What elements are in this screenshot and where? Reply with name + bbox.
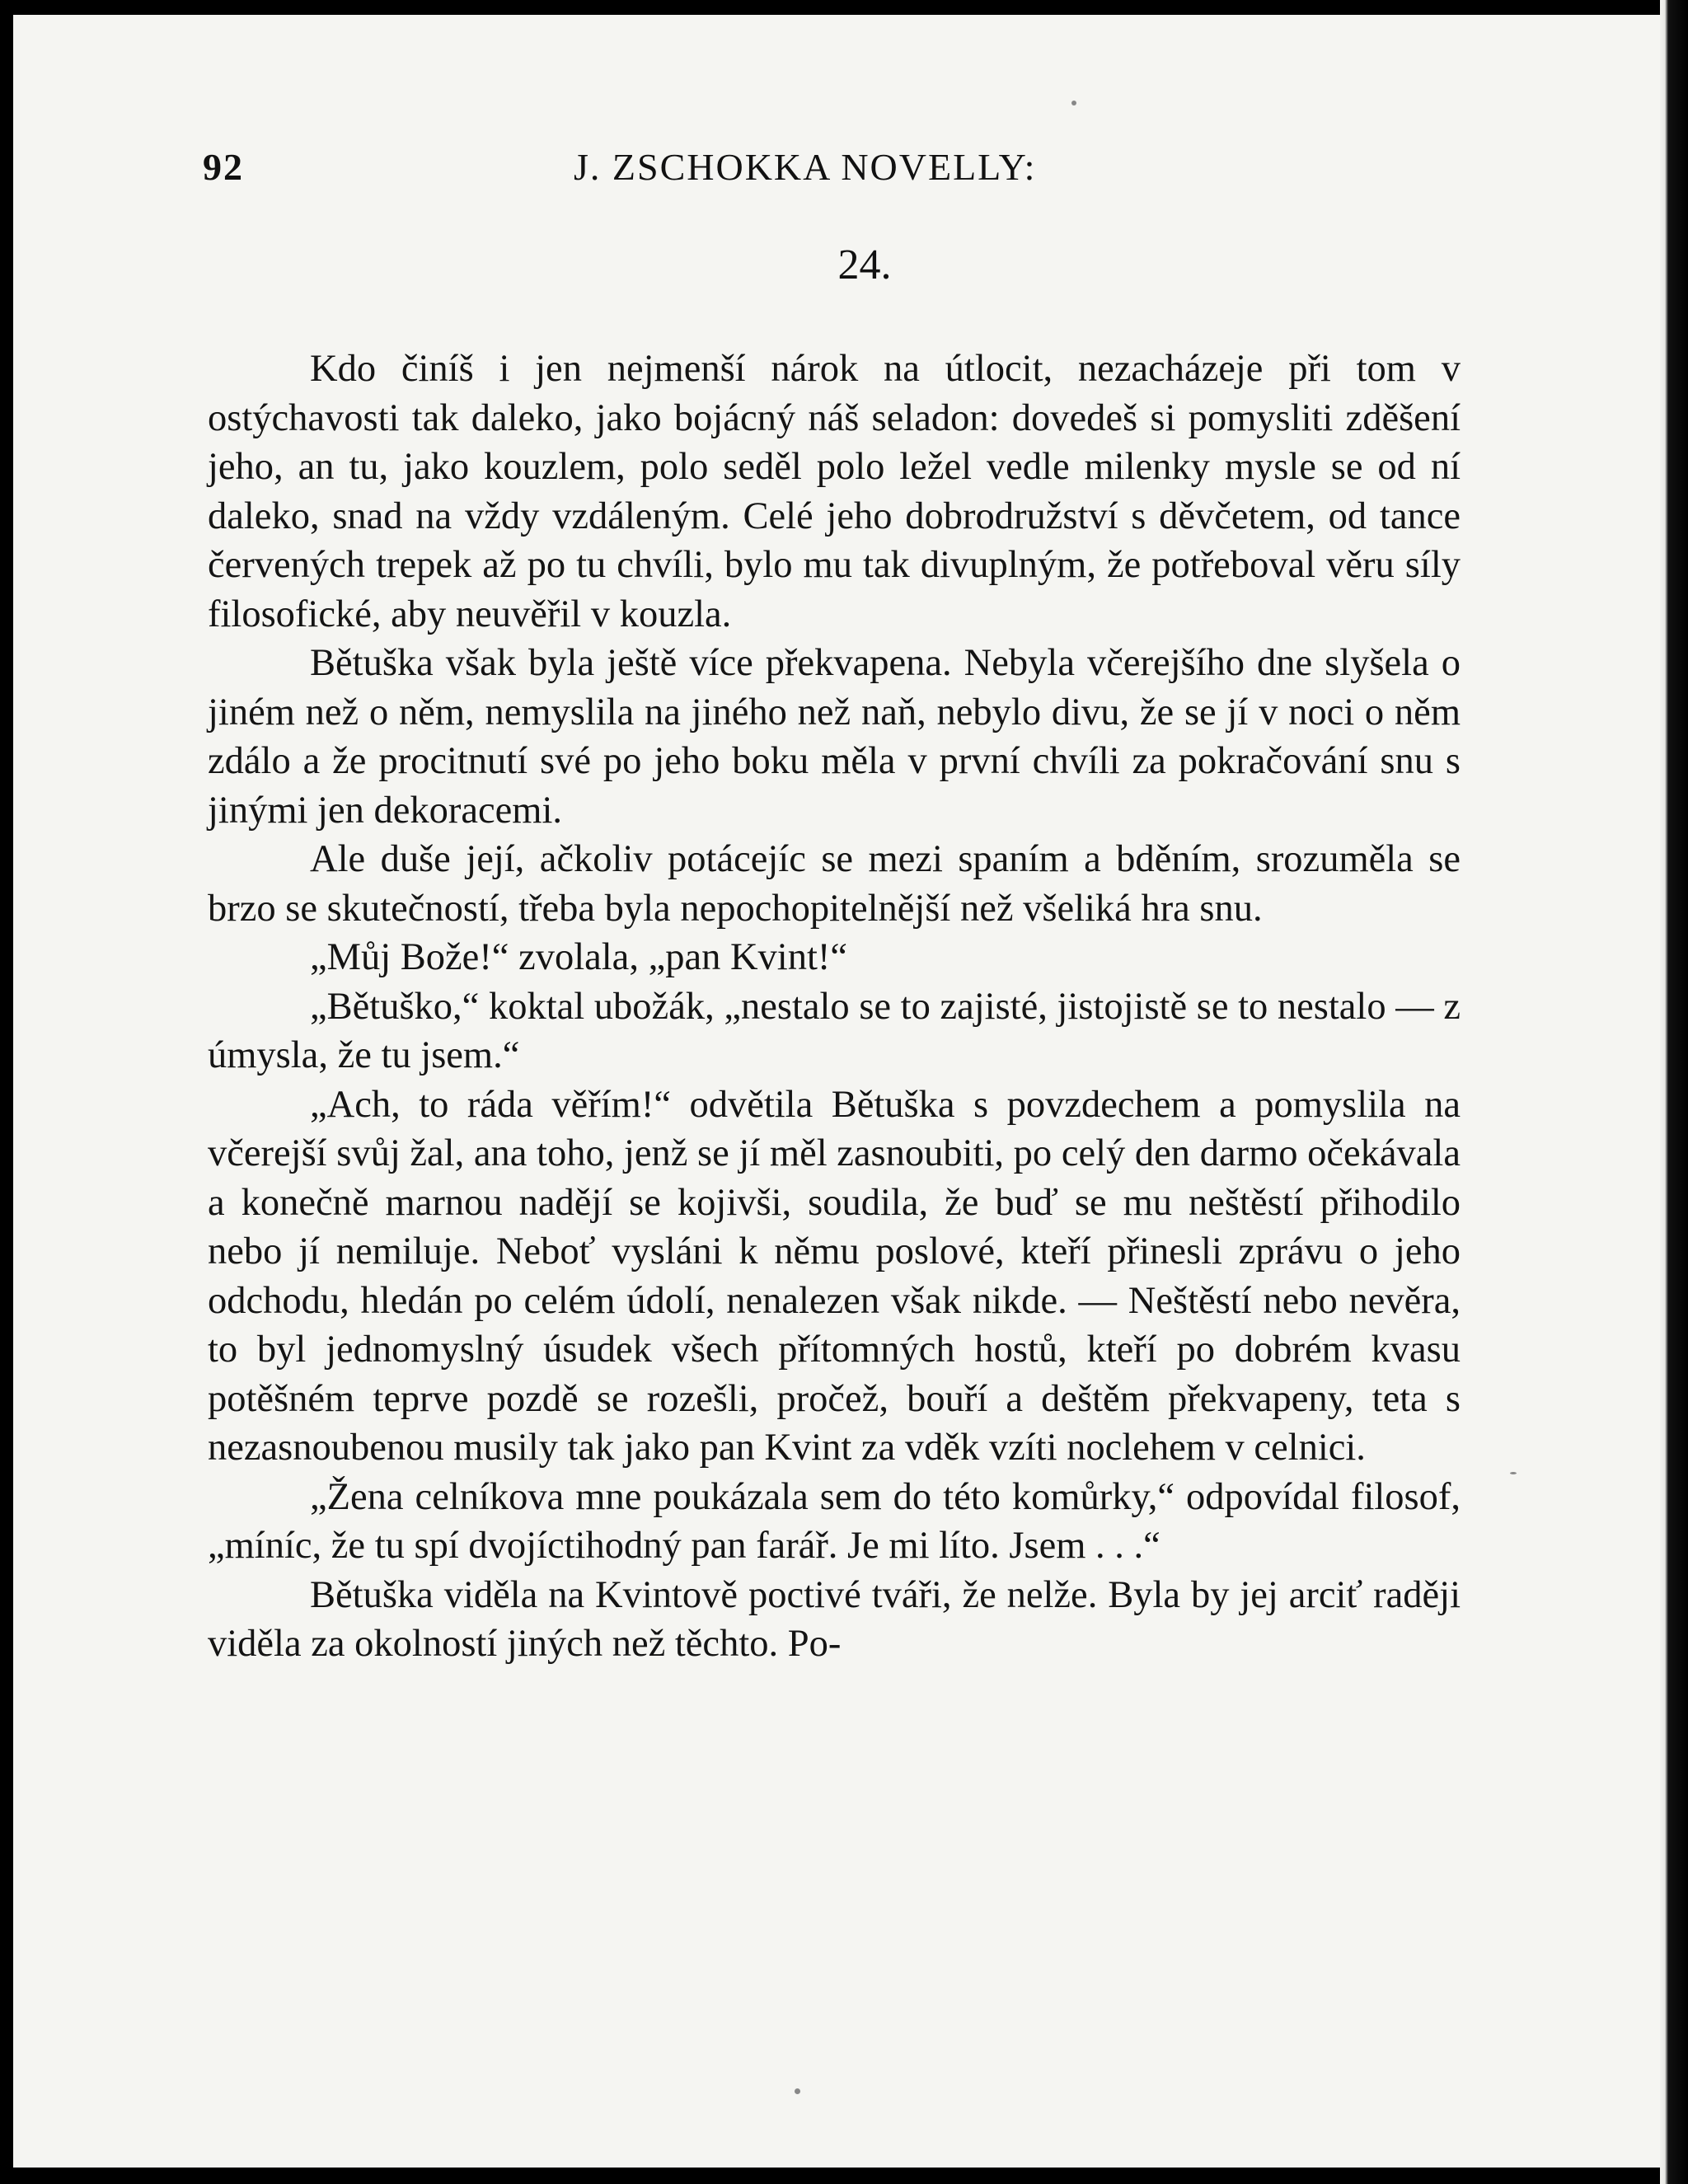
running-header	[0, 145, 1688, 191]
paragraph: „Můj Bože!“ zvolala, „pan Kvint!“	[310, 936, 848, 978]
ink-speck	[1071, 101, 1076, 105]
paragraph: „Žena celníkova mne poukázala sem do této komůrky,“ odpovídal filosof, „míníc, že tu spí dvojíctihodný pan farář. Je mi líto. Jsem . . .“	[208, 1475, 1461, 1567]
ink-speck	[1510, 1472, 1517, 1474]
paragraph: Bětuška však byla ještě více překvapena. Nebyla včerejšího dne slyšela o jiném než o něm, nemyslila na jiného než naň, nebylo divu, že se jí v noci o něm zdálo a že procitnutí své po jeho boku měla v první chvíli za pokračování snu s jinými jen dekoracemi.	[208, 642, 1461, 832]
paragraph: „Ach, to ráda věřím!“ odvětila Bětuška s povzdechem a pomyslila na včerejší svůj žal, ana toho, jenž se jí měl zasnoubiti, po celý den darmo očekávala a konečně marnou nadějí se kojivši, soudila, že buď se mu neštěstí přihodilo nebo jí nemiluje. Neboť vysláni k němu poslové, kteří přinesli zprávu o jeho odchodu, hledán po celém údolí, nenalezen však nikde. — Neštěstí nebo nevěra, to byl jednomyslný úsudek všech přítomných hostů, kteří po dobrém kvasu potěšném teprve pozdě se rozešli, pročež, bouří a deštěm překvapeny, teta s nezasnoubenou musily tak jako pan Kvint za vděk vzíti noclehem v celnici.	[208, 1083, 1461, 1469]
body-text	[208, 344, 1461, 1669]
page-number: 92	[203, 146, 244, 188]
paragraph: Bětuška viděla na Kvintově poctivé tváři, že nelže. Byla by jej arciť raději viděla za okolností jiných než těchto. Po-	[208, 1573, 1461, 1665]
ink-speck	[795, 2088, 800, 2094]
chapter-number: 24.	[837, 241, 892, 288]
paragraph: Ale duše její, ačkoliv potácejíc se mezi spaním a bděním, srozuměla se brzo se skutečností, třeba byla nepochopitelnější než všeliká hra snu.	[208, 838, 1461, 930]
page-edge-shadow	[1660, 0, 1688, 2184]
paragraph: „Bětuško,“ koktal ubožák, „nestalo se to zajisté, jistojistě se to nestalo — z úmysla, že tu jsem.“	[208, 985, 1461, 1076]
running-title: J. ZSCHOKKA NOVELLY:	[574, 146, 1037, 188]
paragraph: Kdo činíš i jen nejmenší nárok na útlocit, nezacházeje při tom v ostýchavosti tak daleko, jako bojácný náš seladon: dovedeš si pomysliti zděšení jeho, an tu, jako kouzlem, polo seděl polo ležel vedle milenky mysle se od ní daleko, snad na vždy vzdáleným. Celé jeho dobrodružství s děvčetem, od tance červených trepek až po tu chvíli, bylo mu tak divuplným, že potřeboval věru síly filosofické, aby neuvěřil v kouzla.	[208, 348, 1461, 635]
